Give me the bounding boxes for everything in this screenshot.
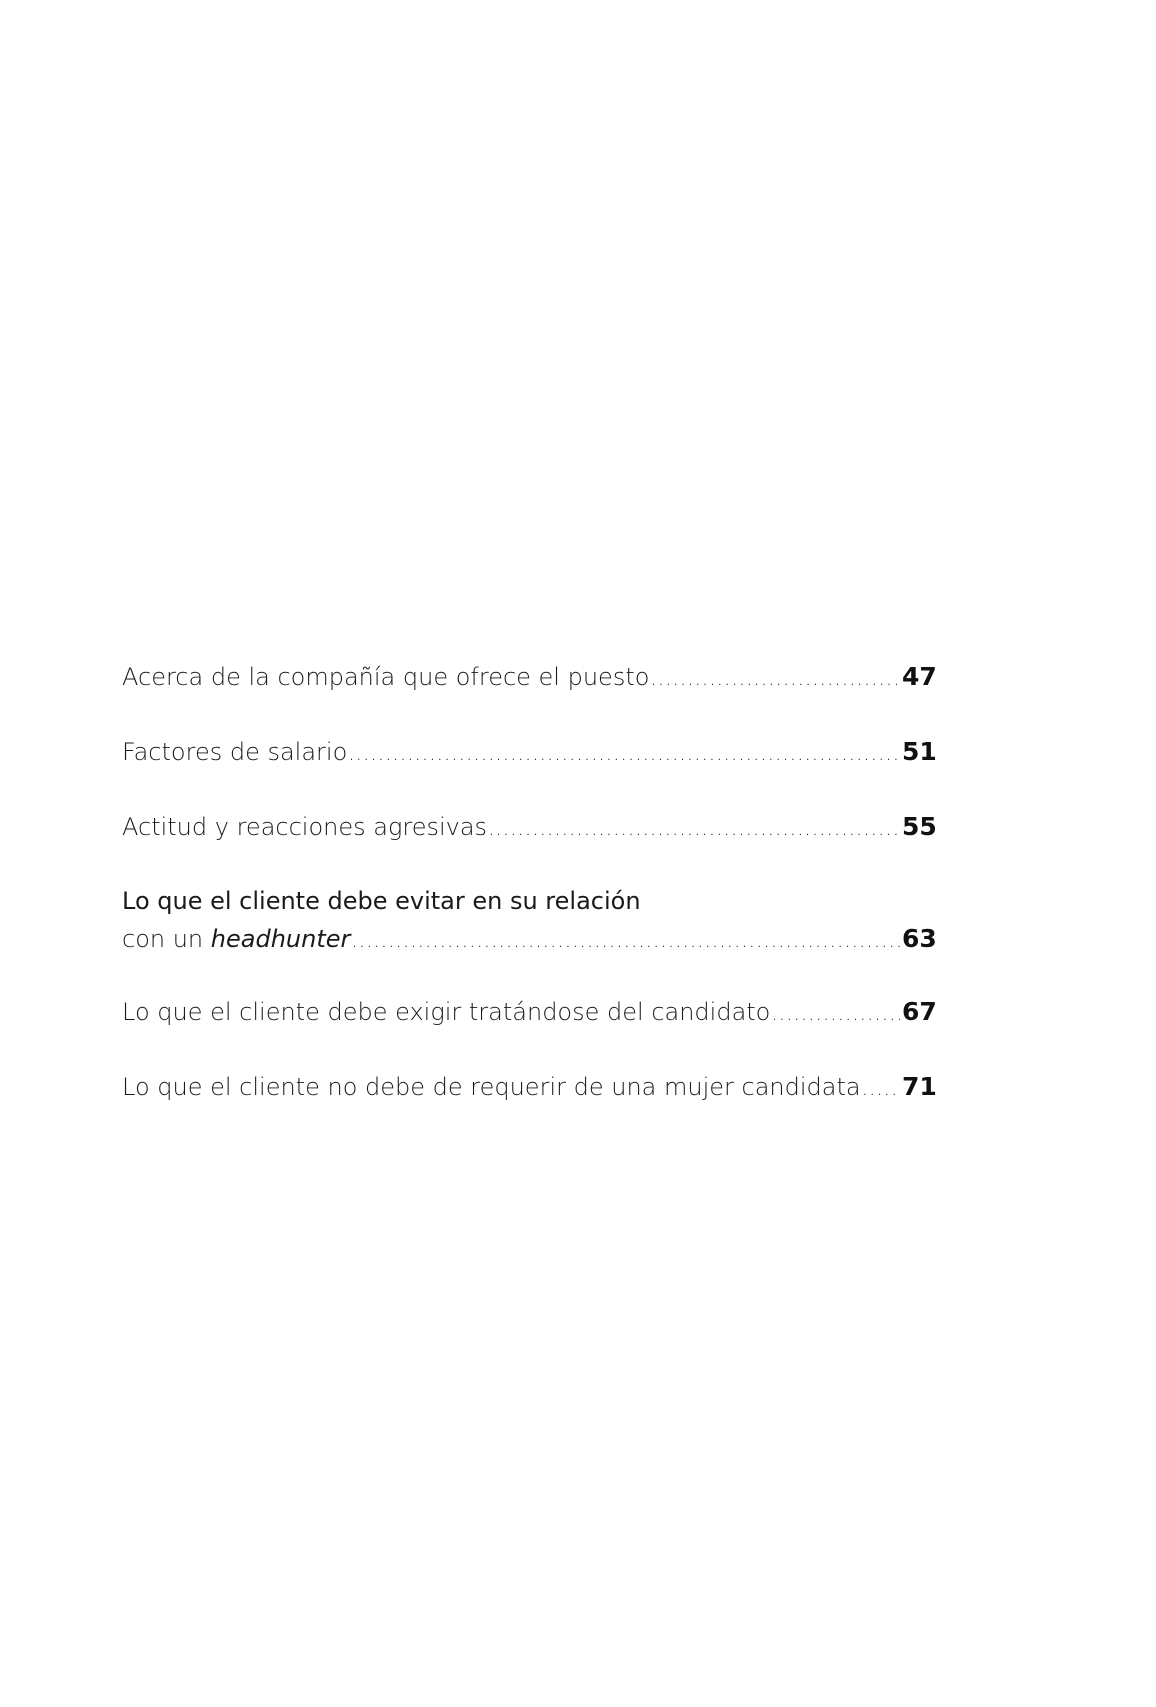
toc-entry[interactable] — [122, 993, 940, 1032]
dot-leader — [351, 922, 900, 959]
toc-entry-title: Actitud y reacciones agresivas — [122, 813, 488, 841]
toc-entry[interactable] — [122, 883, 940, 959]
toc-entry-title-italic: headhunter — [210, 925, 351, 953]
toc-entry-title-prefix: con un — [122, 925, 211, 953]
toc-entry-title-line1: Lo que el cliente debe evitar en su relación — [122, 887, 641, 915]
toc-entry[interactable] — [122, 733, 940, 772]
toc-page-number: 51 — [902, 737, 937, 766]
toc-page-number: 71 — [902, 1072, 937, 1101]
toc-entry[interactable] — [122, 808, 940, 847]
toc-entry-title: Factores de salario — [122, 738, 348, 766]
dot-leader — [488, 810, 900, 847]
toc-entry-title-line2 — [122, 921, 350, 958]
dot-leader — [650, 660, 900, 697]
toc-entry[interactable] — [122, 658, 940, 697]
toc-entry-title: Lo que el cliente no debe de requerir de una mujer candidata — [122, 1073, 861, 1101]
toc-entry[interactable] — [122, 1068, 940, 1107]
toc-page-number: 47 — [902, 662, 937, 691]
toc-page-number: 63 — [902, 924, 937, 953]
dot-leader — [348, 735, 900, 772]
toc-page-number: 67 — [902, 997, 937, 1026]
dot-leader — [862, 1070, 900, 1107]
table-of-contents — [122, 658, 940, 1143]
dot-leader — [771, 995, 900, 1032]
toc-entry-title: Lo que el cliente debe exigir tratándose del candidato — [122, 998, 771, 1026]
toc-page-number: 55 — [902, 812, 937, 841]
toc-entry-title: Acerca de la compañía que ofrece el puesto — [122, 663, 650, 691]
